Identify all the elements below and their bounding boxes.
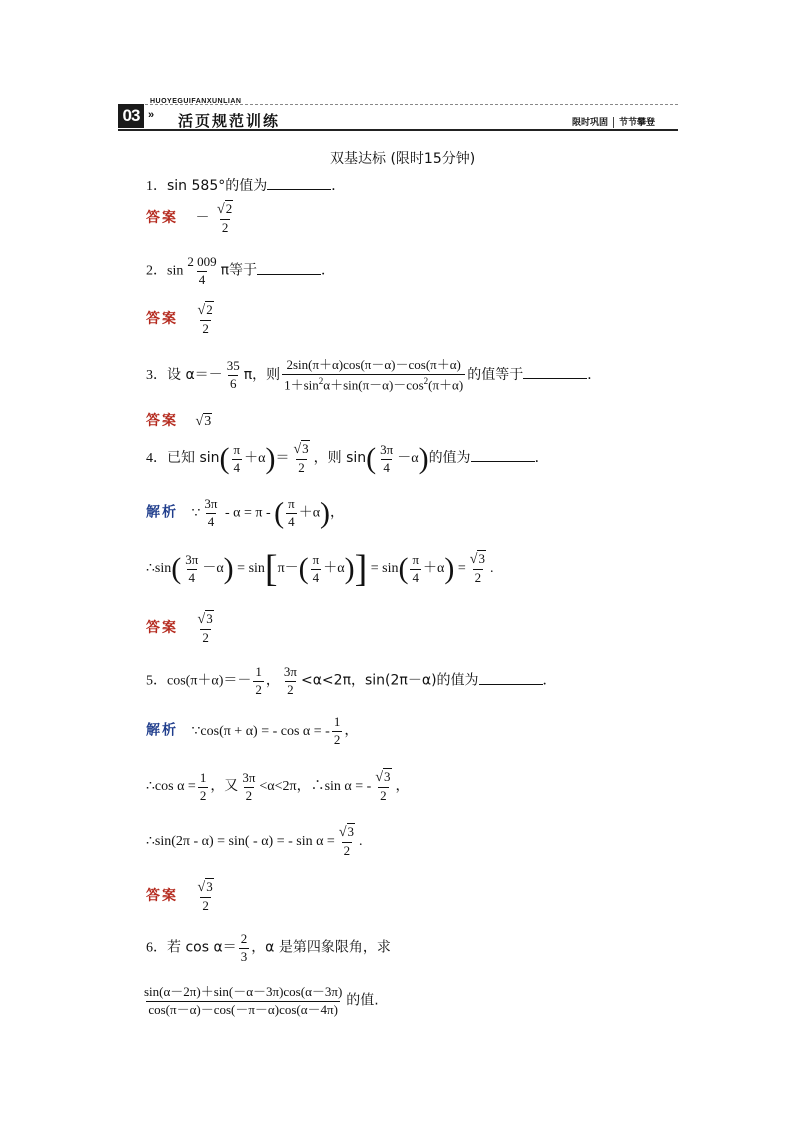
q1-answer [146, 202, 237, 236]
q5-s1-end: ， [344, 723, 359, 739]
q4-pre: 已知 sin [167, 450, 220, 467]
q5-s3-value: $\frac{√3}{2}$ [338, 824, 355, 859]
q5-s1-num: 1 [333, 714, 341, 729]
q3-frac-num: 35 [226, 358, 240, 374]
q4-s2-f2-num: π [312, 551, 320, 567]
q1-end: ． [331, 179, 346, 194]
q4-b-post: －α [397, 451, 419, 467]
q4-s1-post: ＋α [298, 505, 321, 521]
section-title: 双基达标 (限时15分钟) [330, 151, 476, 167]
q4-b-den: 4 [383, 459, 390, 475]
q4-s2-val-num: 3 [478, 550, 485, 566]
q4-answer-radicand: 3 [206, 611, 213, 626]
q2-pre: sin [167, 263, 184, 279]
q3-den-c: (π＋α) [428, 377, 464, 393]
q5-f2 [282, 665, 299, 698]
header-divider [613, 117, 614, 128]
q3-big-den: $1+\sin^2\alpha+\sin(\pi-\alpha)-\cos^2(\pi+\alpha)$ [284, 375, 464, 393]
q6-post: 的值. [346, 992, 379, 1009]
q3-den-a: 1＋sin [284, 377, 319, 393]
q4-solution-1: 解析 ∵ $\frac{3\pi}{4}$ - α = π - ( $\frac{\pi}{4}$ ＋α)， [146, 496, 345, 530]
q5-end: ． [542, 673, 557, 689]
q3-end: ． [587, 367, 602, 383]
q5-answer-den: 2 [202, 898, 209, 914]
q5-s2-mid: ，又 [210, 778, 239, 795]
q5-s2-den: 2 [199, 787, 207, 803]
q5-answer-label: 答案 [146, 888, 178, 905]
q2-frac-den: 4 [198, 271, 206, 287]
q4-s2-f3-num: π [412, 551, 420, 567]
question-3 [146, 358, 601, 393]
q2-end: ． [321, 263, 336, 279]
q2-answer-label: 答案 [146, 311, 178, 328]
q5-s2-frac [198, 771, 209, 804]
q5-answer-fraction: $\frac{√3}{2}$ [197, 879, 213, 914]
q5-solution-3 [146, 825, 363, 859]
q5-s2-v-den: 2 [380, 788, 387, 804]
q6-big-fraction [142, 985, 344, 1018]
question-2 [146, 255, 335, 288]
q1-answer-sign: － [195, 211, 210, 227]
q4-frac-b [378, 443, 395, 476]
q6-number: 6． [146, 940, 167, 956]
q4-s2-f1-den: 4 [188, 569, 196, 585]
q3-mid: π，则 [243, 366, 281, 383]
q1-answer-fraction: $\frac{√2}{2}$ [217, 201, 233, 236]
q4-answer-fraction: $\frac{√3}{2}$ [197, 611, 213, 646]
q2-fraction [185, 255, 218, 288]
question-1 [146, 175, 345, 195]
q4-s2-pre: ∴sin [146, 561, 172, 577]
q5-solution-2 [146, 770, 410, 804]
q5-s2-v-num: 3 [384, 769, 391, 784]
q6-fraction [239, 932, 250, 965]
q2-post: π等于 [220, 262, 258, 279]
header-tag-left: 限时巩固 [572, 118, 609, 128]
q4-post: 的值为 [428, 450, 471, 467]
q5-s3-den: 2 [343, 843, 351, 859]
header-pinyin: HUOYEGUIFANXUNLIAN [150, 98, 242, 105]
q4-s1-pre: ∵ [191, 505, 201, 521]
q4-mid: ，则 sin [313, 450, 367, 467]
q4-s2-a-post2: ＋α [423, 561, 445, 577]
q3-answer [146, 410, 212, 430]
question-4: 4．已知 sin( $\frac{\pi}{4}$ ＋α)＝ $\frac{√3}{2}$ ，则 sin( $\frac{3\pi}{4}$ －α)的值为 ． [146, 441, 549, 476]
q5-s2-end: ， [395, 779, 410, 795]
q5-s2-f-den: 2 [245, 787, 253, 803]
header-right-tags [572, 115, 655, 128]
q5-answer-radicand: 3 [206, 879, 213, 894]
q6-big-den: cos(π－α)－cos(－π－α)cos(α－4π) [148, 1001, 338, 1017]
q1-answer-label: 答案 [146, 210, 178, 227]
q4-s2-end: . [489, 561, 494, 577]
q3-frac-den: 6 [229, 376, 237, 392]
q4-s1-mid: - α = π - [221, 505, 275, 521]
q4-s2-f2 [311, 553, 322, 586]
q5-s2-range: <α<2π，∴sin α = - [259, 779, 372, 795]
q5-blank [479, 672, 543, 685]
q4-s2-a: = sin [233, 561, 265, 577]
q3-pre: 设 α＝－ [167, 366, 223, 383]
q4-s2-f2-den: 4 [312, 569, 320, 585]
q4-a-post: ＋α [244, 451, 266, 467]
q4-s1-den: 4 [207, 513, 215, 529]
q5-s2-pre: ∴cos α = [146, 779, 196, 795]
header-tag-right: 节节攀登 [619, 118, 656, 128]
q1-text: sin 585°的值为 [167, 178, 268, 194]
q4-number: 4． [146, 451, 167, 467]
q3-big-fraction [282, 358, 465, 393]
q3-answer-radicand: 3 [204, 414, 212, 429]
q3-fraction [225, 359, 242, 392]
q2-number: 2． [146, 263, 167, 279]
header-title: 活页规范训练 [178, 112, 281, 130]
q4-val-den: 2 [298, 460, 305, 476]
question-5 [146, 665, 557, 698]
q2-answer-fraction: $\frac{√2}{2}$ [197, 302, 213, 337]
q4-s2-b: π－ [277, 561, 299, 577]
q4-s2-f3-den: 4 [412, 569, 419, 585]
q4-blank [471, 449, 535, 462]
q2-answer-den: 2 [202, 321, 209, 337]
q5-f1-den: 2 [255, 681, 262, 697]
q6-expression [140, 985, 379, 1018]
q2-answer [146, 303, 218, 337]
q4-end: ． [534, 451, 549, 467]
q4-s1-num2: π [288, 496, 295, 511]
q4-answer-label: 答案 [146, 620, 178, 637]
q1-answer-radicand: 2 [225, 201, 233, 216]
header-rule [118, 129, 678, 131]
q5-s2-frac2 [240, 771, 257, 804]
q4-answer [146, 612, 218, 646]
q2-frac-num: 2 009 [187, 254, 217, 269]
q4-s2-val-den: 2 [474, 570, 482, 586]
q4-frac-a [232, 443, 243, 476]
q5-range: <α<2π，sin(2π－α)的值为 [300, 672, 479, 689]
q1-number: 1． [146, 179, 167, 194]
q2-answer-radicand: 2 [206, 302, 213, 317]
q4-s2-f1 [183, 553, 200, 586]
q4-eq: ＝ [275, 451, 290, 467]
q4-s1-end: ， [330, 505, 345, 521]
q5-s1-frac [332, 715, 343, 748]
q4-solution-2: ∴sin( $\frac{3\pi}{4}$ －α) = sin[π－( $\frac{\pi}{4}$ ＋α)] = sin( $\frac{\pi}{4}$ ＋α) = $\frac{√3}{2}$ . [146, 548, 494, 590]
q3-answer-sqrt: √3 [195, 414, 212, 429]
q3-number: 3． [146, 367, 167, 383]
q5-f2-num: 3π [283, 664, 297, 679]
q4-answer-den: 2 [202, 630, 209, 646]
q2-blank [257, 262, 321, 275]
q4-s1-den2: 4 [288, 513, 295, 529]
q6-f-den: 3 [240, 948, 248, 964]
q4-s2-d: = [454, 561, 466, 577]
q3-big-num: 2sin(π＋α)cos(π－α)－cos(π＋α) [286, 357, 461, 372]
q4-analysis-label: 解析 [146, 504, 178, 521]
q4-s2-b-post: －α [202, 561, 224, 577]
q5-s2-value: $\frac{√3}{2}$ [375, 769, 391, 804]
q4-a-num: π [233, 441, 241, 457]
q5-f1-num: 1 [255, 664, 262, 679]
q5-comma: ， [265, 673, 280, 689]
q5-pre: cos(π＋α)＝－ [167, 673, 252, 689]
q4-s2-value: $\frac{√3}{2}$ [469, 550, 485, 586]
q4-s2-a-post: ＋α [323, 561, 345, 577]
q4-value: $\frac{√3}{2}$ [293, 441, 309, 476]
q5-s3-num: 3 [347, 824, 355, 839]
q5-s2-num: 1 [199, 769, 207, 785]
q4-s2-f1-num: 3π [185, 551, 199, 567]
q1-answer-den: 2 [221, 220, 229, 236]
q5-s1-den: 2 [333, 731, 341, 747]
q6-f-num: 2 [240, 931, 248, 946]
q3-blank [523, 366, 587, 379]
q5-analysis-label: 解析 [146, 722, 178, 739]
q4-a-den: 4 [233, 459, 241, 475]
q1-blank [267, 177, 331, 190]
q6-big-num: sin(α－2π)＋sin(－α－3π)cos(α－3π) [144, 984, 343, 999]
question-6 [146, 932, 391, 965]
q4-s2-f3 [410, 553, 421, 586]
q4-s1-frac [202, 497, 219, 530]
q5-solution-1 [146, 715, 358, 748]
q6-pre: 若 cos α＝ [167, 939, 237, 956]
q4-b-num: 3π [380, 441, 394, 457]
header-chevron-icon: » [148, 109, 155, 121]
q5-s3-pre: ∴sin(2π - α) = sin( - α) = - sin α = [146, 834, 335, 850]
q5-answer [146, 880, 218, 914]
q5-number: 5． [146, 673, 167, 689]
q4-s1-num: 3π [204, 496, 218, 511]
q4-val-num: 3 [302, 441, 309, 456]
chapter-number-badge: 03 [118, 104, 144, 128]
q5-s1-pre: ∵cos(π + α) = - cos α = - [191, 723, 330, 739]
q4-s2-c: = sin [367, 561, 399, 577]
q5-f2-den: 2 [287, 681, 294, 697]
q3-answer-label: 答案 [146, 413, 178, 429]
q4-s1-frac2 [286, 497, 297, 530]
q6-mid: ，α 是第四象限角，求 [251, 939, 391, 956]
q5-f1 [253, 665, 264, 698]
q3-post: 的值等于 [467, 366, 524, 383]
q5-s2-f-num: 3π [242, 769, 256, 785]
q3-den-b: α＋sin(π－α)－cos [323, 377, 424, 393]
q5-s3-end: . [359, 834, 363, 850]
